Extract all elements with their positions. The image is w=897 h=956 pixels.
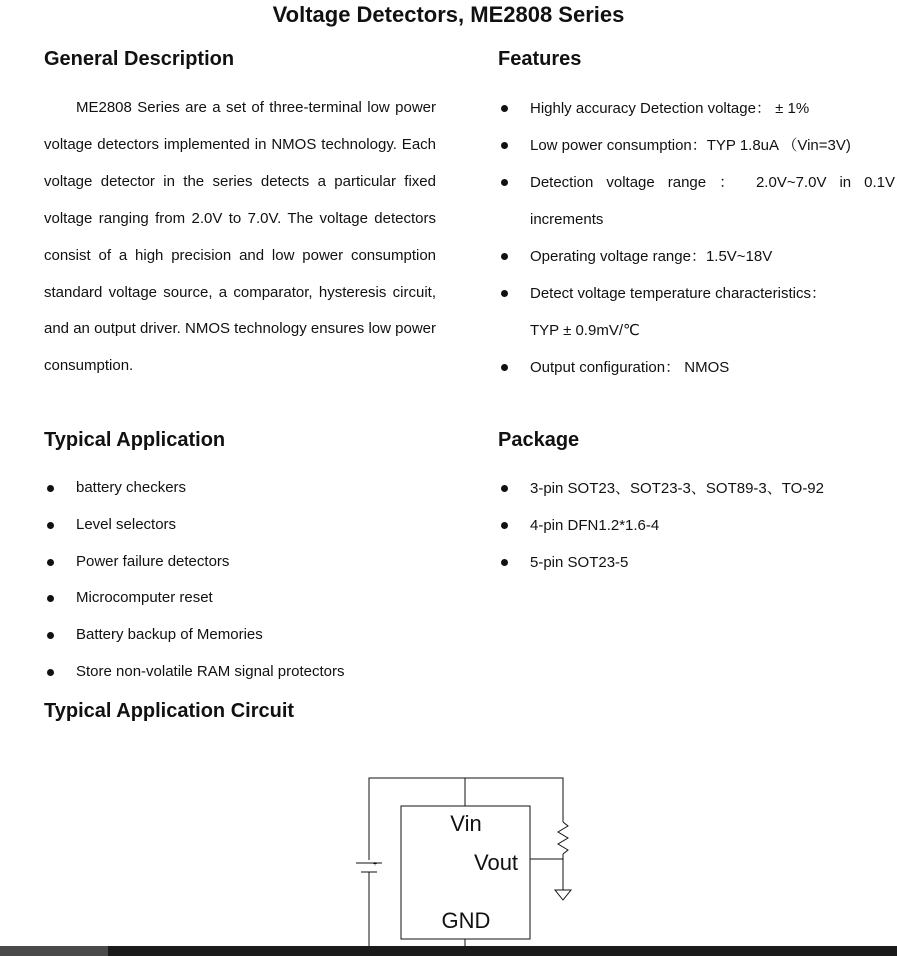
feature-item: Operating voltage range：1.5V~18V	[498, 238, 895, 275]
feature-item-continued: TYP ± 0.9mV/℃	[530, 322, 640, 339]
feature-item: Detect voltage temperature characteristics： TYP ± 0.9mV/℃	[498, 275, 895, 349]
feature-item: Detection voltage range ： 2.0V~7.0V in 0.1V increments	[498, 164, 895, 238]
vout-pin-label: Vout	[474, 850, 519, 875]
package-heading: Package	[498, 429, 580, 451]
application-item: Store non-volatile RAM signal protectors	[44, 654, 464, 691]
general-description-heading: General Description	[44, 48, 235, 70]
features-heading: Features	[498, 48, 582, 70]
gnd-pin-label: GND	[441, 908, 491, 933]
page-title: Voltage Detectors, ME2808 Series	[272, 2, 625, 27]
battery-plus-label: +	[373, 861, 378, 868]
application-item: Power failure detectors	[44, 544, 464, 581]
feature-item: Output configuration： NMOS	[498, 349, 895, 386]
application-item: Microcomputer reset	[44, 580, 464, 617]
package-item: 5-pin SOT23-5	[498, 544, 895, 581]
pullup-resistor	[558, 822, 568, 854]
typical-application-circuit-heading: Typical Application Circuit	[44, 700, 295, 722]
feature-item: Low power consumption：TYP 1.8uA （Vin=3V)	[498, 127, 895, 164]
application-item: battery checkers	[44, 470, 464, 507]
general-description-text: ME2808 Series are a set of three-terminal low power voltage detectors implemented in NMOS technology. Each voltage detector in the series detects a particular fixed voltage ranging from 2.0V to 7.0V. The voltage detectors consist of a high precision and low power consumption standard voltage source, a comparator, hysteresis circuit, and an output driver. NMOS technology ensures low power consumption.	[44, 99, 436, 375]
package-item: 3-pin SOT23、SOT23-3、SOT89-3、TO-92	[498, 470, 895, 507]
vin-pin-label: Vin	[450, 811, 482, 836]
application-item: Battery backup of Memories	[44, 617, 464, 654]
application-item: Level selectors	[44, 507, 464, 544]
ground-symbol	[555, 890, 571, 900]
typical-application-heading: Typical Application	[44, 429, 226, 451]
footer-tab	[0, 946, 108, 956]
feature-item: Highly accuracy Detection voltage： ± 1%	[498, 90, 895, 127]
footer-band	[0, 946, 897, 956]
package-item: 4-pin DFN1.2*1.6-4	[498, 507, 895, 544]
